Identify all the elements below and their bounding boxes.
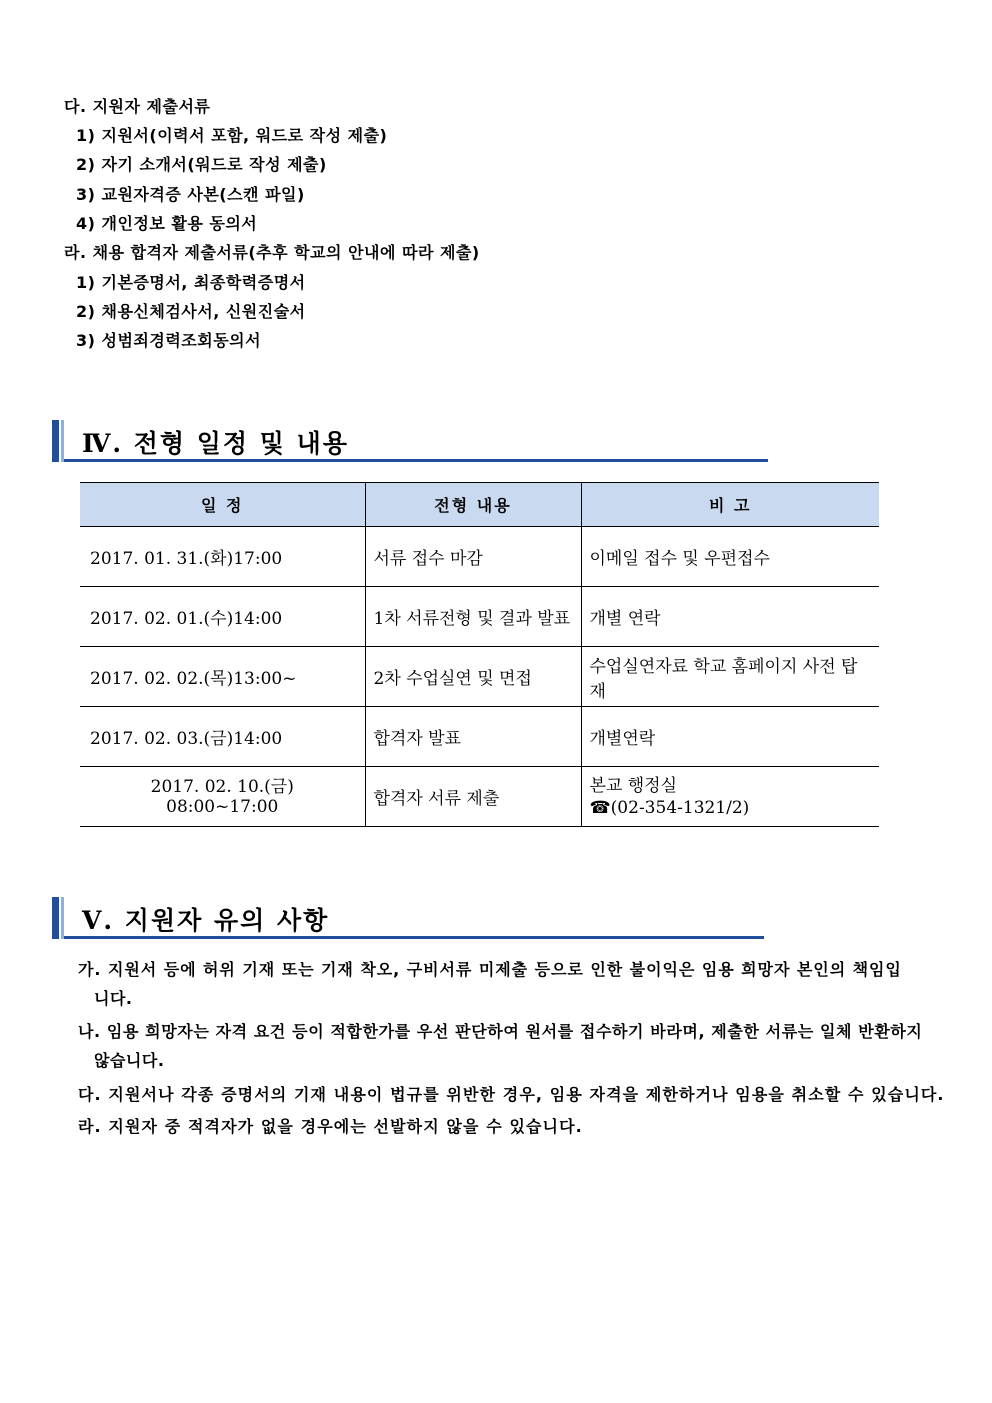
note-item: 가. 지원서 등에 허위 기재 또는 기재 착오, 구비서류 미제출 등으로 인한 불이익은 임용 희망자 본인의 책임입 [78, 960, 902, 979]
heading-bar-accent [61, 897, 64, 939]
hire-docs-item: 1) 기본증명서, 최종학력증명서 [76, 273, 306, 292]
note-item: 라. 지원자 중 적격자가 없을 경우에는 선발하지 않을 수 있습니다. [78, 1117, 583, 1136]
note-item: 나. 임용 희망자는 자격 요건 등이 적합한가를 우선 판단하여 원서를 접수하기 바라며, 제출한 서류는 일체 반환하지 [78, 1022, 923, 1041]
table-row [80, 527, 879, 587]
table-row [80, 767, 879, 827]
hire-docs-item: 3) 성범죄경력조회동의서 [76, 331, 262, 350]
docs-heading: 다. 지원자 제출서류 [64, 97, 211, 116]
heading-rule [64, 459, 768, 462]
row-date-line: 2017. 02. 10.(금) [150, 776, 294, 797]
note-item-cont: 않습니다. [94, 1051, 165, 1070]
note-item: 다. 지원서나 각종 증명서의 기재 내용이 법규를 위반한 경우, 임용 자격을 제한하거나 임용을 취소할 수 있습니다. [78, 1085, 945, 1104]
section-5-heading [52, 897, 764, 939]
heading-bar-accent [61, 420, 64, 462]
row-content: 1차 서류전형 및 결과 발표 [365, 587, 581, 647]
row-date: 2017. 02. 03.(금)14:00 [80, 707, 365, 767]
row-content: 2차 수업실연 및 면접 [365, 647, 581, 707]
docs-item: 4) 개인정보 활용 동의서 [76, 214, 258, 233]
row-date [80, 767, 365, 827]
header-content: 전형 내용 [365, 483, 581, 527]
section-4-heading [52, 420, 768, 462]
row-note [581, 767, 879, 827]
heading-bar [52, 897, 59, 939]
docs-item: 1) 지원서(이력서 포함, 워드로 작성 제출) [76, 126, 388, 145]
hire-docs-heading: 라. 채용 합격자 제출서류(추후 학교의 안내에 따라 제출) [64, 243, 480, 262]
table-row [80, 647, 879, 707]
header-note: 비 고 [581, 483, 879, 527]
section-4-title: Ⅳ. 전형 일정 및 내용 [82, 429, 349, 458]
schedule-table [80, 482, 879, 827]
row-note-line: 본교 행정실 [589, 775, 678, 796]
row-note: 이메일 접수 및 우편접수 [581, 527, 879, 587]
docs-item: 2) 자기 소개서(워드로 작성 제출) [76, 155, 327, 174]
row-date: 2017. 02. 01.(수)14:00 [80, 587, 365, 647]
row-date: 2017. 01. 31.(화)17:00 [80, 527, 365, 587]
header-date: 일 정 [80, 483, 365, 527]
row-content: 합격자 서류 제출 [365, 767, 581, 827]
row-note: 수업실연자료 학교 홈페이지 사전 탑재 [581, 647, 879, 707]
row-note: 개별연락 [581, 707, 879, 767]
heading-rule [64, 936, 764, 939]
row-content: 서류 접수 마감 [365, 527, 581, 587]
table-header-row [80, 483, 879, 527]
docs-item: 3) 교원자격증 사본(스캔 파일) [76, 185, 305, 204]
table-row [80, 707, 879, 767]
section-5-title: Ⅴ. 지원자 유의 사항 [82, 906, 330, 935]
note-item-cont: 니다. [94, 989, 133, 1008]
row-note: 개별 연락 [581, 587, 879, 647]
row-note-line: ☎(02-354-1321/2) [589, 797, 750, 818]
hire-docs-item: 2) 채용신체검사서, 신원진술서 [76, 302, 306, 321]
heading-bar [52, 420, 59, 462]
row-content: 합격자 발표 [365, 707, 581, 767]
row-date-line: 08:00~17:00 [166, 796, 279, 817]
row-date: 2017. 02. 02.(목)13:00~ [80, 647, 365, 707]
table-row [80, 587, 879, 647]
